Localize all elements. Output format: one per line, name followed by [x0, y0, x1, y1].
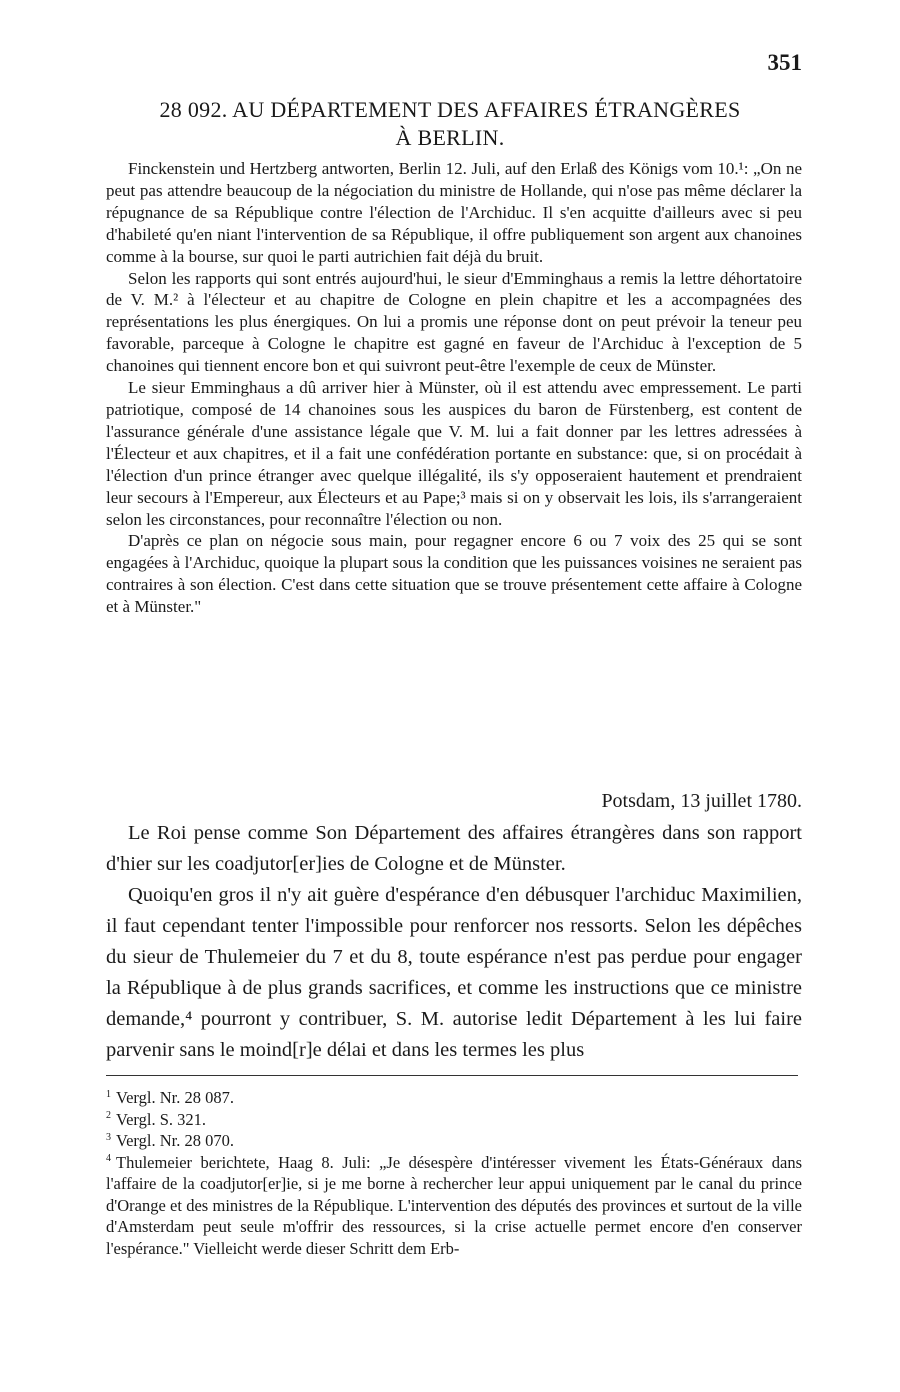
footnote-mark: 2	[106, 1110, 111, 1121]
footnote-divider	[106, 1075, 798, 1076]
page-number: 351	[767, 50, 802, 75]
summary-paragraph: Finckenstein und Hertzberg antworten, Berlin 12. Juli, auf den Erlaß des Königs vom 10.¹: „On ne peut pas attendre beaucoup de la négociation du ministre de Hollande, qui n'ose pas même déclarer la répugnance de sa République contre l'élection de l'Archiduc. Il s'en acquitte d'ailleurs avec si peu d'habileté qu'en niant l'intervention de sa République, il offre publiquement son argent aux chanoines comme à la bourse, sur quoi le parti autrichien fait déjà du bruit.	[106, 159, 802, 266]
footnote	[106, 1152, 802, 1260]
footnote	[106, 1130, 802, 1152]
heading-line-2: À BERLIN.	[395, 125, 505, 150]
summary-paragraph: Selon les rapports qui sont entrés aujourd'hui, le sieur d'Emminghaus a remis la lettre déhortatoire de V. M.² à l'électeur et au chapitre de Cologne en plein chapitre et les a accompagnées des représentations les plus énergiques. On lui a promis une réponse dont on peut prévoir la teneur peu favorable, parceque à Cologne le chapitre est gagné en faveur de l'Archiduc à l'exception de 5 chanoines qui tiennent encore bon et qui suivront peut-être l'exemple de ceux de Münster.	[106, 268, 802, 376]
summary-paragraph: D'après ce plan on négocie sous main, pour regagner encore 6 ou 7 voix des 25 qui se sont engagées à l'Archiduc, quoique la plupart sous la condition que les puissances voisines ne seraient pas contraires à son élection. C'est dans cette situation que se trouve présentement cette affaire à Cologne et à Münster."	[106, 531, 802, 617]
footnote-text: Vergl. Nr. 28 070.	[116, 1131, 234, 1150]
body-paragraph: Le Roi pense comme Son Département des affaires étrangères dans son rapport d'hier sur les coadjutor[er]ies de Cologne et de Münster.	[106, 822, 802, 875]
dateline: Potsdam, 13 juillet 1780.	[601, 790, 802, 812]
footnote-mark: 1	[106, 1088, 111, 1100]
body-paragraph: Quoiqu'en gros il n'y ait guère d'espérance d'en débusquer l'archiduc Maximilien, il faut cependant tenter l'impossible pour renforcer nos ressorts. Selon les dépêches du sieur de Thulemeier du 7 et du 8, toute espérance n'est pas perdue pour engager la République à de plus grands sacrifices, et comme les instructions que ce ministre demande,⁴ pourront y contribuer, S. M. autorise ledit Département à les lui faire parvenir sans le moind[r]e délai et dans les termes les plus	[106, 884, 802, 1061]
footnote	[106, 1087, 802, 1109]
footnote	[106, 1109, 802, 1131]
summary-paragraph: Le sieur Emminghaus a dû arriver hier à Münster, où il est attendu avec empressement. Le parti patriotique, composé de 14 chanoines sous les auspices du baron de Fürstenberg, est content de l'assurance générale d'une assistance légale que V. M. lui a fait donner par les lettres adressées à l'Électeur et aux chapitres, et il a fait une confédération portante en substance: que, si on procédait à l'élection d'un prince étranger avec quelque illégalité, ils s'y opposeraient hautement et prendraient leur secours à l'Empereur, aux Électeurs et au Pape;³ mais si on y observait les lois, ils s'arrangeraient selon les circonstances, pour reconnaître l'élection ou non.	[106, 378, 802, 529]
summary-text	[106, 158, 802, 618]
heading-line-1: 28 092. AU DÉPARTEMENT DES AFFAIRES ÉTRANGÈRES	[159, 97, 741, 122]
footnote-mark: 3	[106, 1131, 111, 1143]
footnote-mark: 4	[106, 1153, 111, 1164]
footnote-text: Vergl. Nr. 28 087.	[116, 1088, 234, 1107]
footnotes	[106, 1087, 802, 1259]
footnote-text: Thulemeier berichtete, Haag 8. Juli: „Je désespère d'intéresser vivement les États-Généraux dans l'affaire de la coadjutor[er]ie, si je me borne à rechercher leur appui uniquement par le canal du prince d'Orange et des ministres de la République. L'intervention des députés des provinces et surtout de la ville d'Amsterdam peut seule m'offrir des ressources, si la crise actuelle permet encore d'en conserver l'espérance." Vielleicht werde dieser Schritt dem Erb-	[106, 1152, 802, 1258]
body-text	[106, 818, 802, 1066]
document-heading	[100, 96, 800, 152]
footnote-text: Vergl. S. 321.	[116, 1109, 206, 1129]
